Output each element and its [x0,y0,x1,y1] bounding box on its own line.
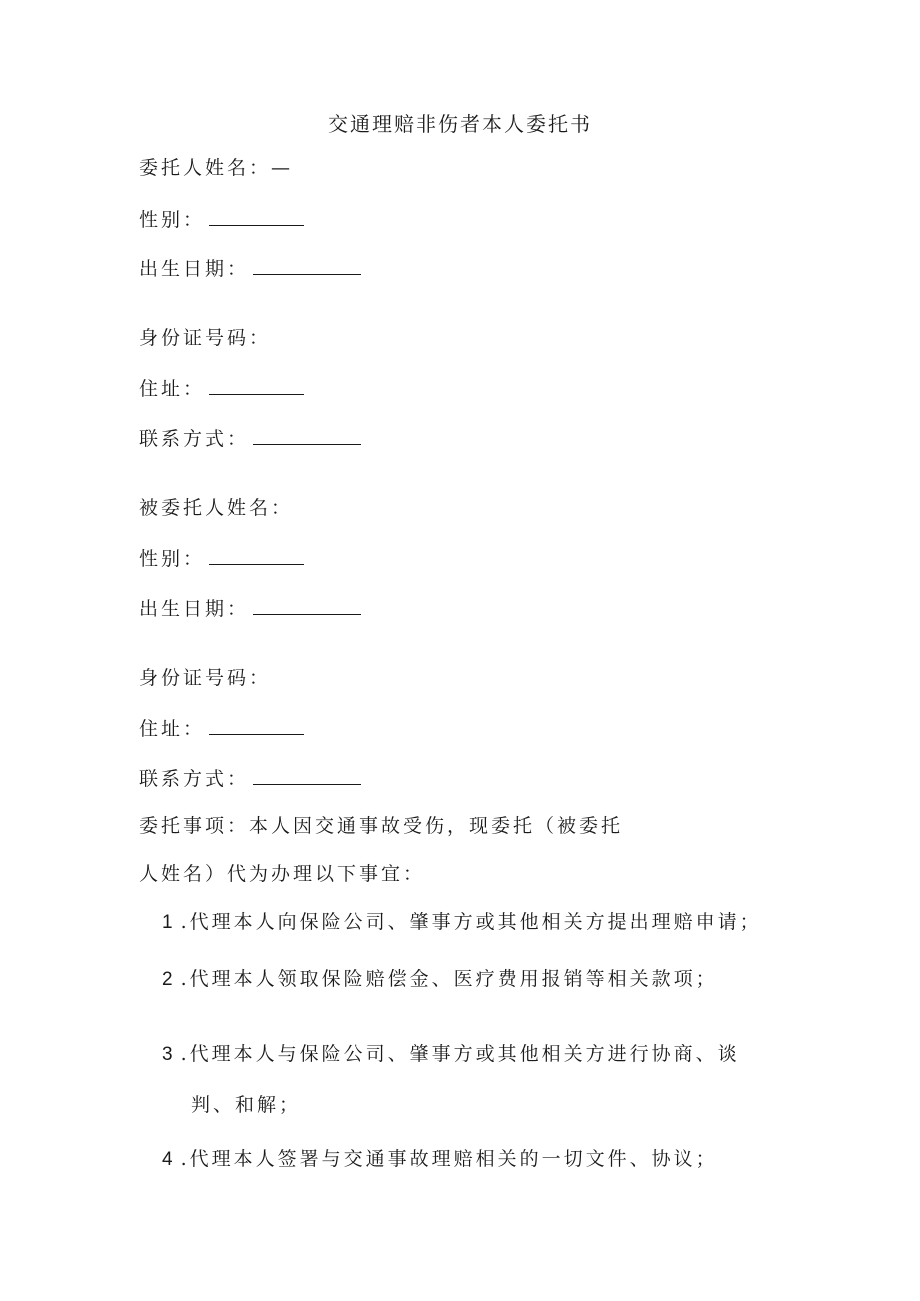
agent-gender-blank[interactable] [209,544,304,565]
agent-contact-line [139,764,361,792]
agent-gender-label: 性别： [139,548,206,570]
principal-name-label: 委托人姓名：— [139,157,294,179]
list-item [162,1146,718,1173]
agent-name-label: 被委托人姓名： [139,497,294,519]
list-item-number: 1 [162,912,173,933]
principal-name-line [139,155,293,181]
list-item [162,909,762,936]
principal-address-line [139,374,304,402]
principal-address-label: 住址： [139,378,206,400]
list-item-number: 4 [162,1149,173,1170]
principal-gender-blank[interactable] [209,205,304,226]
agent-name-line [139,495,293,521]
document-title: 交通理赔非伤者本人委托书 [328,112,592,136]
agent-gender-line [139,544,304,572]
principal-birth-blank[interactable] [253,254,361,275]
matters-line-1: 委托事项：本人因交通事故受伤，现委托（被委托 [139,815,624,837]
matters-line-2: 人姓名）代为办理以下事宜： [139,863,426,885]
principal-contact-blank[interactable] [253,424,361,445]
agent-contact-blank[interactable] [253,764,361,785]
list-item-number: 3 [162,1044,173,1065]
agent-address-blank[interactable] [209,714,304,735]
agent-birth-label: 出生日期： [139,598,250,620]
list-item-text: .代理本人领取保险赔偿金、医疗费用报销等相关款项； [180,968,718,990]
agent-birth-line [139,594,361,622]
list-item-text: .代理本人签署与交通事故理赔相关的一切文件、协议； [180,1148,718,1170]
list-item [162,966,718,993]
principal-address-blank[interactable] [209,374,304,395]
agent-id-line [139,665,271,691]
principal-id-line [139,325,271,351]
principal-contact-label: 联系方式： [139,428,250,450]
list-item-text: .代理本人与保险公司、肇事方或其他相关方进行协商、谈 [180,1043,740,1065]
agent-birth-blank[interactable] [253,594,361,615]
principal-contact-line [139,424,361,452]
agent-address-line [139,714,304,742]
principal-id-label: 身份证号码： [139,327,272,349]
principal-gender-line [139,205,304,233]
agent-contact-label: 联系方式： [139,768,250,790]
list-item-number: 2 [162,969,173,990]
list-item-continuation: 判、和解； [191,1094,302,1116]
list-item-text: .代理本人向保险公司、肇事方或其他相关方提出理赔申请； [180,911,762,933]
agent-id-label: 身份证号码： [139,667,272,689]
list-item [162,1041,740,1068]
principal-birth-line [139,254,361,282]
agent-address-label: 住址： [139,718,206,740]
principal-gender-label: 性别： [139,209,206,231]
principal-birth-label: 出生日期： [139,258,250,280]
